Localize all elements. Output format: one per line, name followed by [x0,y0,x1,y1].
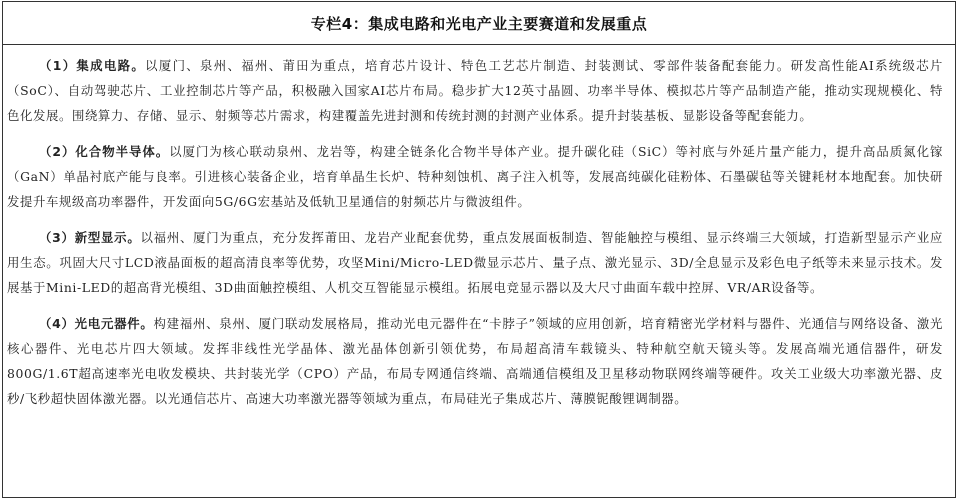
section-integrated-circuits [7,53,943,128]
section-heading: （2）化合物半导体。 [39,144,170,159]
section-body: 以福州、厦门为重点，充分发挥莆田、龙岩产业配套优势，重点发展面板制造、智能触控与模组、显示终端三大领域，打造新型显示产业应用生态。巩固大尺寸LCD液晶面板的超高清良率等优势，攻坚Mini/Micro-LED微显示芯片、量子点、激光显示、3D/全息显示及彩色电子纸等未来显示技术。发展基于Mini-LED的超高背光模组、3D曲面触控模组、人机交互智能显示模组。拓展电竞显示器以及大尺寸曲面车载中控屏、VR/AR设备等。 [7,230,943,295]
section-new-display [7,225,943,300]
column-content [3,45,955,411]
section-optoelectronic-components [7,311,943,411]
section-compound-semiconductors [7,139,943,214]
section-body: 以厦门、泉州、福州、莆田为重点，培育芯片设计、特色工艺芯片制造、封装测试、零部件装备配套能力。研发高性能AI系统级芯片（SoC）、自动驾驶芯片、工业控制芯片等产品，积极融入国家AI芯片布局。稳步扩大12英寸晶圆、功率半导体、模拟芯片等产品制造产能，推动实现规模化、特色化发展。围绕算力、存储、显示、射频等芯片需求，构建覆盖先进封测和传统封测的封测产业体系。提升封装基板、显影设备等配套能力。 [7,58,943,123]
section-heading: （3）新型显示。 [39,230,141,245]
title-bar [3,2,955,45]
section-heading: （1）集成电路。 [39,58,146,73]
section-body: 以厦门为核心联动泉州、龙岩等，构建全链条化合物半导体产业。提升碳化硅（SiC）等衬底与外延片量产能力，提升高品质氮化镓（GaN）单晶衬底产能与良率。引进核心装备企业，培育单晶生长炉、特种刻蚀机、离子注入机等，发展高纯碳化硅粉体、石墨碳毡等关键耗材本地配套。加快研发提升车规级高功率器件，开发面向5G/6G宏基站及低轨卫星通信的射频芯片与微波组件。 [7,144,943,209]
column-title: 专栏4：集成电路和光电产业主要赛道和发展重点 [310,14,648,33]
section-body: 构建福州、泉州、厦门联动发展格局，推动光电元器件在“卡脖子”领域的应用创新，培育精密光学材料与器件、光通信与网络设备、激光核心器件、光电芯片四大领域。发挥非线性光学晶体、激光晶体创新引领优势，布局超高清车载镜头、特种航空航天镜头等。发展高端光通信器件，研发800G/1.6T超高速率光电收发模块、共封装光学（CPO）产品，布局专网通信终端、高端通信模组及卫星移动物联网终端等硬件。攻关工业级大功率激光器、皮秒/飞秒超快固体激光器。以光通信芯片、高速大功率激光器等领域为重点，布局硅光子集成芯片、薄膜铌酸锂调制器。 [7,316,943,406]
column-box [2,1,956,498]
section-heading: （4）光电元器件。 [39,316,154,331]
